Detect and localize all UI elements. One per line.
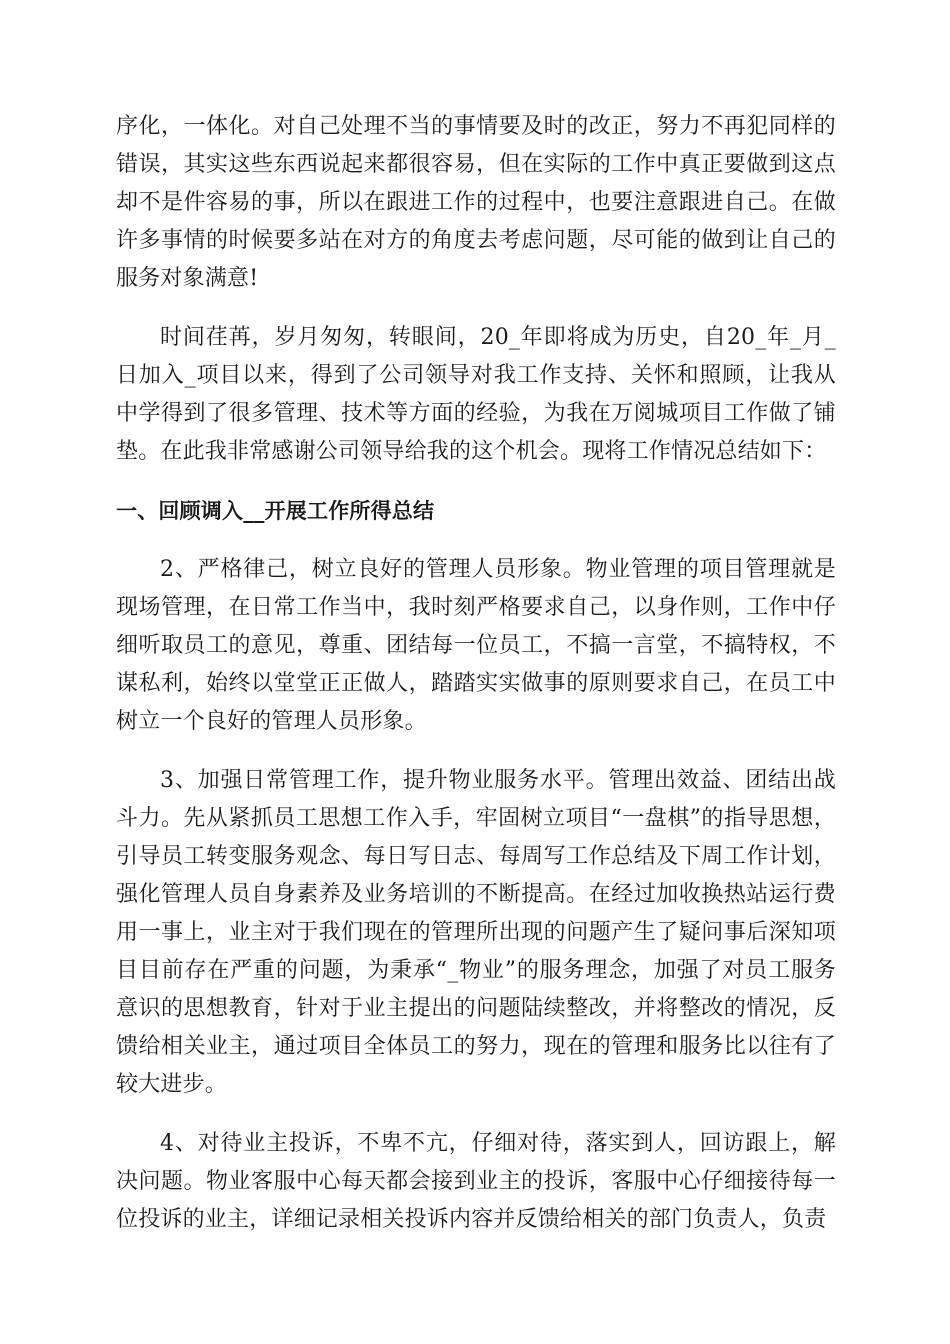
section-heading: 一、回顾调入__开展工作所得总结 (116, 499, 435, 523)
paragraph-continuation: 序化，一体化。对自己处理不当的事情要及时的改正，努力不再犯同样的错误，其实这些东西说起来都很容易，但在实际的工作中真正要做到这点却不是件容易的事，所以在跟进工作的过程中，也要注意跟进自己。在做许多事情的时候要多站在对方的角度去考虑问题，尽可能的做到让自己的服务对象满意! (116, 114, 836, 291)
paragraph-intro: 时间荏苒，岁月匆匆，转眼间，20_年即将成为历史，自20_年_月_日加入_项目以来，得到了公司领导对我工作支持、关怀和照顾，让我从中学得到了很多管理、技术等方面的经验，为我在万阅城项目工作做了铺垫。在此我非常感谢公司领导给我的这个机会。现将工作情况总结如下： (116, 325, 836, 464)
paragraph-item-4: 4、对待业主投诉，不卑不亢，仔细对待，落实到人，回访跟上，解决问题。物业客服中心每天都会接到业主的投诉，客服中心仔细接待每一位投诉的业主，详细记录相关投诉内容并反馈给相关的部门负责人，负责 (116, 1131, 836, 1232)
document-body (116, 108, 836, 1260)
paragraph-item-3: 3、加强日常管理工作，提升物业服务水平。管理出效益、团结出战斗力。先从紧抓员工思想工作入手，牢固树立项目“一盘棋”的指导思想，引导员工转变服务观念、每日写日志、每周写工作总结及下周工作计划，强化管理人员自身素养及业务培训的不断提高。在经过加收换热站运行费用一事上，业主对于我们现在的管理所出现的问题产生了疑问事后深知项目目前存在严重的问题，为秉承“_物业”的服务理念，加强了对员工服务意识的思想教育，针对于业主提出的问题陆续整改，并将整改的情况，反馈给相关业主，通过项目全体员工的努力，现在的管理和服务比以往有了较大进步。 (116, 768, 836, 1097)
paragraph-item-2: 2、严格律己，树立良好的管理人员形象。物业管理的项目管理就是现场管理，在日常工作当中，我时刻严格要求自己，以身作则，工作中仔细听取员工的意见，尊重、团结每一位员工，不搞一言堂，不搞特权，不谋私利，始终以堂堂正正做人，踏踏实实做事的原则要求自己，在员工中树立一个良好的管理人员形象。 (116, 557, 836, 734)
